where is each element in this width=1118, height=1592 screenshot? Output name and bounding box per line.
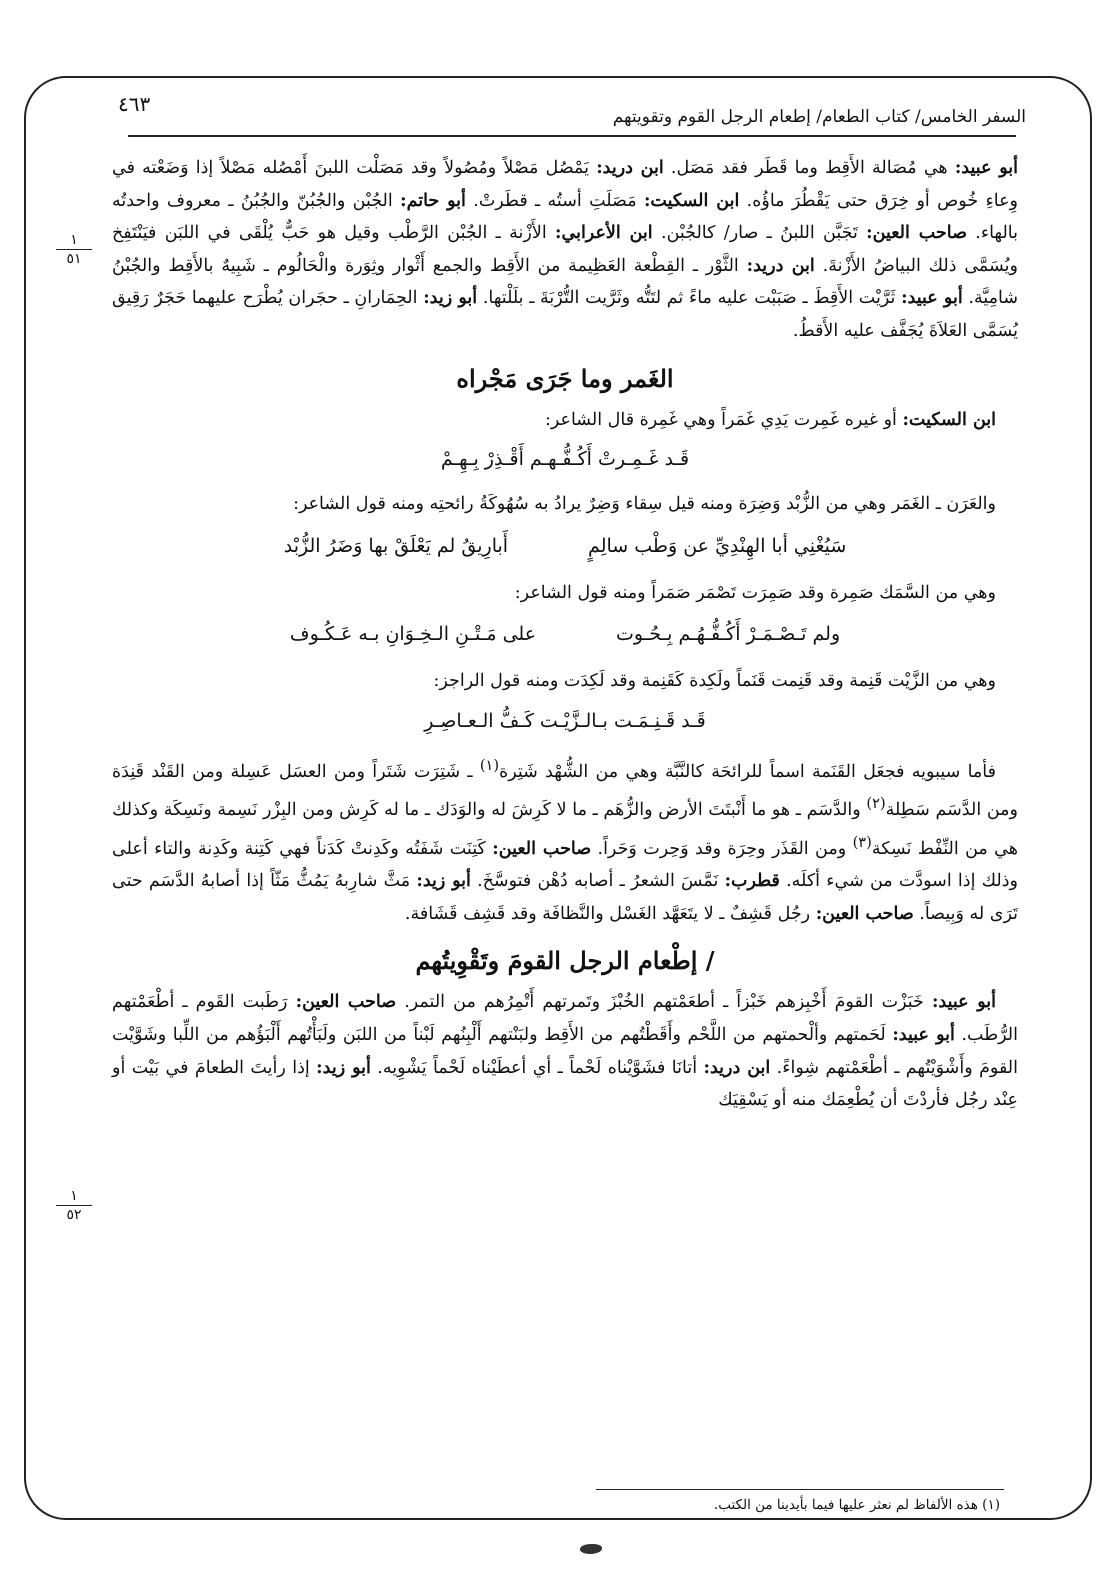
ink-smudge bbox=[580, 1544, 602, 1554]
margin-page-ref bbox=[56, 232, 92, 267]
author-name: ابن دريد: bbox=[596, 158, 664, 178]
text-run: نَمَّسَ الشعرُ ـ أصابه دُهْن فتوسَّخَ. bbox=[470, 871, 725, 892]
text-run: الحِمَارانِ ـ حجَران يُطْرَح عليهما حَجَرٌ رَقِيق يُسَمَّى العَلاَةَ يُجَفَّف عليه الأَقطُ. bbox=[112, 288, 1018, 341]
text-line: وهي من السَّمَك صَمِرة وقد صَمِرَت تَصْمَر صَمَراً ومنه قول الشاعر: bbox=[514, 582, 996, 603]
paragraph-masala bbox=[112, 152, 1018, 348]
author-name: صاحب العين: bbox=[815, 903, 914, 924]
section-heading-itam: / إطْعام الرجل القومَ وتَقْوِيتُهم bbox=[415, 946, 715, 976]
text-run: أو غيره غَمِرت يَدِي غَمَراً وهي غَمِرة قال الشاعر: bbox=[544, 409, 903, 430]
page-number: ٤٦٣ bbox=[118, 92, 151, 116]
author-name: ابن دريد: bbox=[746, 255, 815, 276]
text-run: هي مُصَالة الأَقِط وما قَطَر فقد مَصَل. bbox=[663, 158, 955, 178]
margin-ref-denominator: ٥٢ bbox=[66, 1207, 82, 1223]
author-name: ابن الأعرابي: bbox=[555, 223, 653, 244]
margin-ref-numerator: ١ bbox=[56, 232, 92, 250]
verse-line: قَـد غَـمِـرتْ أَكُـفُّـهـم أَقْـذِرْ بِـهِـمْ bbox=[440, 448, 690, 471]
footnote-marker: (٣) bbox=[852, 833, 872, 851]
text-run: ـ شَتِرَت شَتَراً ومن العسَل عَسِلة ومن القَنْد قَنِدَة ومن الدَّسَم سَطِلة bbox=[112, 761, 1018, 821]
author-name: قطرب: bbox=[724, 871, 780, 892]
paragraph-sibawayh bbox=[112, 750, 1018, 930]
text-run: إذا رأيتَ الطعامَ في بَيْت أو عِنْد رجُل فأردْتَ أن يُطْعِمَك منه أو يَسْقِيَك bbox=[112, 1057, 1018, 1111]
text-line: والعَرَن ـ الغَمَر وهي من الزُّبْد وَضِرَة ومنه قيل سِقاء وَضِرٌ يرادُ به سُهُوكَةُ رائحتِه ومنه قول الشاعر: bbox=[293, 494, 996, 515]
text-run: والدَّسَم ـ هو ما أَنْبتَتَ الأرض والزُّهَم ـ ما لا كَرِشَ له والوَدَك ـ ما له كَرِش ومن البِزْر نَسِمة ونَسِكَة وكذلك هي من النِّفْط نَسِكة bbox=[112, 800, 1018, 859]
running-title: السفر الخامس/ كتاب الطعام/ إطعام الرجل القوم وتقويتهم bbox=[612, 107, 1026, 127]
text-run: كَتِنَت شَفَتُه وكَدِنتْ كَدَناً فهي كَتِنة وكَدِنة والتاء أعلى وذلك إذا اسودَّت من شيء أكلَه. bbox=[112, 838, 1018, 892]
text-run: ثَرَّيْت الأَقِطَ ـ صَبَبْت عليه ماءً ثم لتَتُّه وثَرَّيت التُّرْبَةَ ـ بلَلْتها. bbox=[477, 288, 902, 309]
footnote-marker: (١) bbox=[479, 756, 500, 774]
text-run: مَثَّ شارِبهُ يَمُثُّ مَثّاً إذا أصابهُ الدَّسَم حتى تَرَى له وَبِيصاً. bbox=[112, 871, 1018, 924]
verse-couplet bbox=[112, 529, 1018, 563]
verse-hemistich-first: ولم تَـصْـمَـرْ أَكُـفُّـهُـم بِـحُـوت bbox=[616, 623, 841, 646]
author-name: أبو حاتم: bbox=[400, 190, 466, 211]
author-name: ابن السكيت: bbox=[902, 409, 996, 430]
author-name: صاحب العين: bbox=[492, 838, 592, 859]
footnote: (١) هذه الألفاظ لم نعثر عليها فيما بأيدينا من الكتب. bbox=[713, 1497, 1000, 1513]
text-run: رَطَبت القَوم ـ أطْعَمْتهم الرُّطَب. bbox=[112, 992, 1018, 1045]
text-run: يَمْصُل مَصْلاً ومُصُولاً وقد مَصَلْت اللبنَ أَمْصُله مَصْلاً إذا وَضَعْته في وِعاءِ خُوص أو خِرَق حتى يَقْطُرَ ماؤُه. bbox=[112, 158, 1018, 211]
author-name: أبو زيد: bbox=[423, 288, 478, 309]
margin-ref-numerator: ١ bbox=[56, 1188, 92, 1206]
text-run: الأَزْنة ـ الجُبْن الرَّطْب وقيل هو حَبٌّ يُلْقَى في اللبَن فيَنْتَفِخ ويُسَمَّى ذلك البياضُ الأَزْنةَ. bbox=[112, 223, 1018, 276]
text-run: لَحَمتهم وألْحمتهم من اللَّحْم وأَقَطْتُهم من الأَقِط ولبَنْتهم أَلْبِنُهم لَبْناً من اللبَن ولَبَأْتُهم أَلْبَؤُهم من اللِّبا وشَوَّيْت القومَ وأَشْوَيْتُهم ـ أطْعَمْتهم شِواءً. bbox=[112, 1024, 1018, 1078]
author-name: ابن دريد: bbox=[703, 1057, 771, 1078]
author-name: أبو عبيد: bbox=[954, 158, 1018, 178]
author-name: صاحب العين: bbox=[866, 223, 967, 244]
margin-ref-denominator: ٥١ bbox=[66, 251, 82, 267]
text-run: خَبَزْت القومَ أَخْبِزهم خَبْزاً ـ أطعَمْتهم الخُبْزَ وتَمرتهم أَتْمِرُهم من التمر. bbox=[396, 992, 932, 1013]
text-run: الثَّوْر ـ القِطْعة العَظِيمة من الأَقِط والجمع أَثْوار وثِوَرة والْحَالُوم ـ شَبِيهٌ بالأَقِط والجُبْنُ شامِيَّة. bbox=[112, 255, 1018, 309]
footnote-rule bbox=[596, 1489, 1004, 1490]
paragraph-itam bbox=[112, 986, 1018, 1116]
text-run: تَجَبَّن اللبنُ ـ صار/ كالجُبْن. bbox=[652, 223, 867, 244]
verse-hemistich-first: سَيُغْنِي أبا الهِنْدِيِّ عن وَطْب سالِمٍ bbox=[588, 534, 847, 557]
verse-line: قَـد قَـنِـمَـت بـالـزَّيْـت كَـفُّ الـعـاصِـرِ bbox=[424, 709, 706, 732]
author-name: أبو زيد: bbox=[316, 1057, 371, 1078]
text-run: الجُبْن والجُبُنّ والجُبُنُ ـ معروف واحدتُه بالهاء. bbox=[112, 190, 1018, 244]
verse-hemistich-second: أَبارِيقُ لم يَعْلَقْ بها وَضَرُ الزُّبْد bbox=[283, 534, 509, 557]
verse-hemistich-second: على مَـتْـنِ الـخِـوَانِ بـه عَـكُـوف bbox=[289, 623, 537, 646]
text-run: مَصَلَتِ أستُه ـ قطَرتْ. bbox=[465, 190, 644, 211]
author-name: أبو زيد: bbox=[416, 871, 471, 892]
text-run: ومن القَذَر وحِرَة وقد وَحِرت وَحَراً. bbox=[591, 838, 853, 859]
verse-couplet bbox=[112, 617, 1018, 651]
text-line bbox=[112, 404, 1018, 437]
header-rule bbox=[128, 135, 1016, 137]
text-run: فأما سيبويه فجعَل القَنَمة اسماً للرائحَة كالنَّبَّة وهي من الشُّهْد شَتِرة bbox=[499, 761, 996, 782]
main-text bbox=[112, 152, 1018, 1117]
author-name: صاحب العين: bbox=[295, 992, 397, 1013]
section-heading-ghamar: الغَمر وما جَرَى مَجْراه bbox=[456, 363, 674, 393]
margin-page-ref bbox=[56, 1188, 92, 1223]
author-name: ابن السكيت: bbox=[643, 190, 740, 211]
text-line: وهي من الزَّيْت قَنِمة وقد قَنِمت قَنَماً ولَكِدة كَقَنِمة وقد لَكِدَت ومنه قول الراجز: bbox=[433, 671, 996, 692]
footnote-marker: (٢) bbox=[866, 795, 886, 813]
text-run: أتانَا فشَوَّيْناه لَحْماً ـ أي أعطَيْناه لَحْماً يَشْوِيه. bbox=[370, 1057, 704, 1078]
text-run: رجُل قَشِفٌ ـ لا يتَعَهَّد الغَسْل والنَّظافَة وقد قَشِف قَشَافة. bbox=[404, 903, 816, 924]
author-name: أبو عبيد: bbox=[901, 288, 963, 309]
author-name: أبو عبيد: bbox=[892, 1024, 955, 1045]
author-name: أبو عبيد: bbox=[931, 992, 996, 1013]
